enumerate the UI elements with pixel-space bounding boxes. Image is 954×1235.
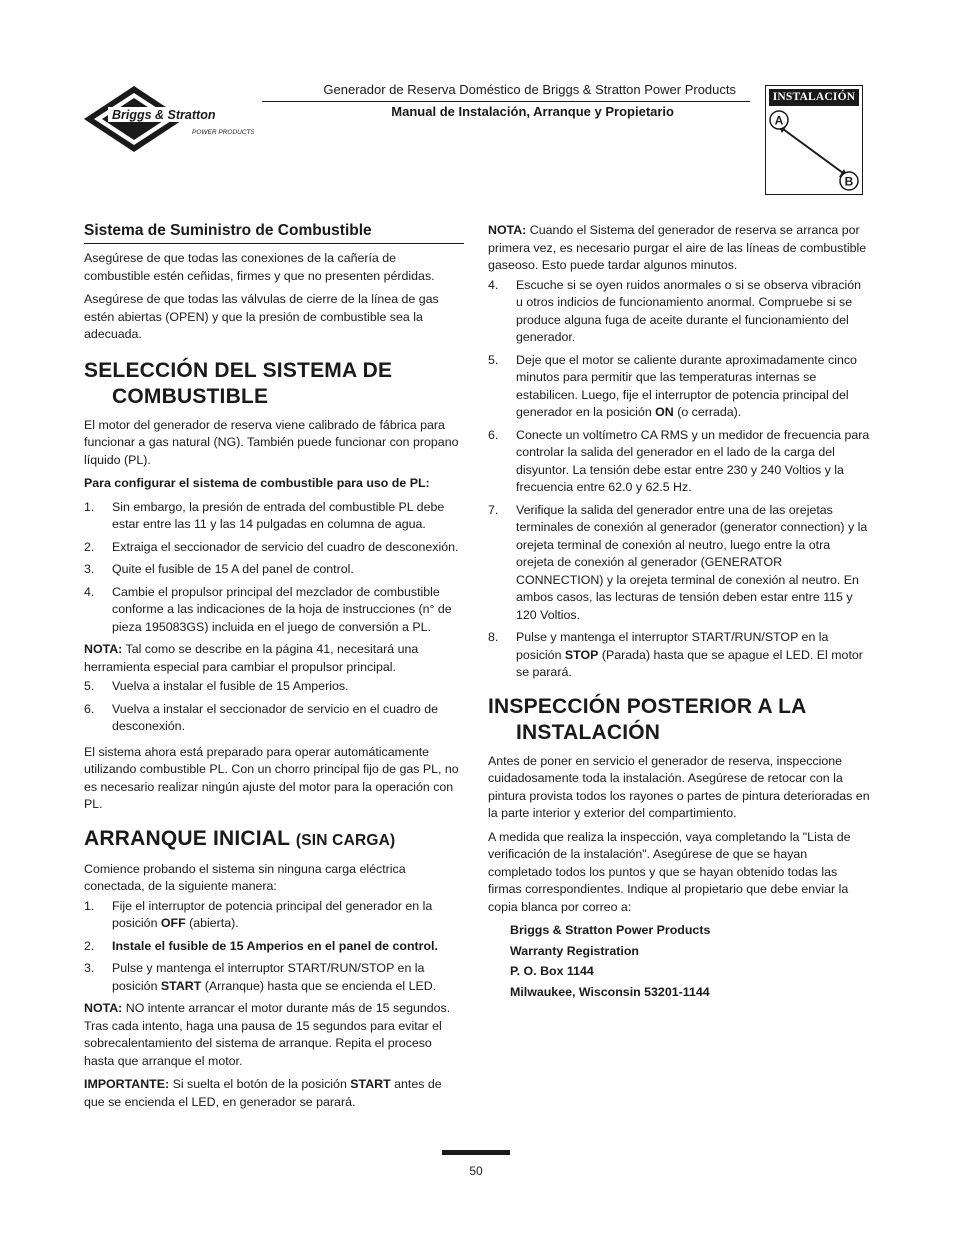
fuel-selection-intro: El motor del generador de reserva viene calibrado de fábrica para funcionar a gas natural (NG). También puede funcionar con propano líquido (PL). [84,417,459,467]
list-item: 3. Quite el fusible de 15 A del panel de control. [84,562,354,576]
lp-steps-list [84,499,464,637]
list-item: 3. Pulse y mantenga el interruptor START/RUN/STOP en la posición START (Arranque) hasta que se encienda el LED. [84,961,437,993]
fuel-selection-closing: El sistema ahora está preparado para operar automáticamente utilizando combustible PL. Con un chorro principal fijo de gas PL, no es necesario realizar ningún ajuste del motor para la operación con PL. [84,744,459,811]
left-column [84,222,464,1117]
header-subtitle: Manual de Instalación, Arranque y Propietario [391,103,674,119]
mailing-address [488,922,870,1001]
list-item: 1. Sin embargo, la presión de entrada del combustible PL debe estar entre las 11 y las 14 pulgadas en columna de agua. [84,499,445,531]
startup-steps-list-continued [488,277,870,682]
list-item: 4. Cambie el propulsor principal del mezclador de combustible conforme a las indicaciones de la hoja de instrucciones (n° de pieza 195083GS) incluida en el juego de conversión a PL. [84,584,452,634]
logo-sub-text: POWER PRODUCTS [192,129,254,136]
list-item: 5. Vuelva a instalar el fusible de 15 Amperios. [84,679,349,693]
fuel-selection-heading: SELECCIÓN DEL SISTEMA DE COMBUSTIBLE [84,358,393,408]
inspection-paragraph-2: A medida que realiza la inspección, vaya completando la "Lista de verificación de la instalación". Asegúrese de que se hayan completado todos los puntos y que se hayan obtenido todas las firmas correspondientes. Indique al propietario que debe enviar la copia blanca por correo a: [488,829,851,914]
propeller-note: NOTA: Tal como se describe en la página 41, necesitará una herramienta especial para cambiar el propulsor principal. [84,642,419,674]
fuel-supply-heading: Sistema de Suministro de Combustible [84,222,464,244]
installation-badge-title: INSTALACIÓN [769,89,859,106]
list-item: 5. Deje que el motor se caliente durante aproximadamente cinco minutos para permitir que las temperaturas internas se estabilicen. Luego, fije el interruptor de potencia principal del generador en la posición ON (o cerrada). [488,352,857,419]
inspection-paragraph-1: Antes de poner en servicio el generador de reserva, inspeccione cuidadosamente toda la instalación. Asegúrese de retocar con la pintura provista todos los rayones o partes de pintura deterioradas en la parte interior y exterior del compartimiento. [488,753,870,820]
badge-label-b: B [844,174,854,189]
startup-important: IMPORTANTE: Si suelta el botón de la posición START antes de que se encienda el LED, en generador se parará. [84,1077,442,1109]
lp-config-title: Para configurar el sistema de combustible para uso de PL: [84,476,430,490]
badge-label-a: A [774,113,784,128]
address-line: Warranty Registration [510,943,639,958]
a-to-b-arrow-icon [769,109,859,191]
list-item: 1. Fije el interruptor de potencia principal del generador en la posición OFF (abierta). [84,898,433,930]
fuel-supply-paragraph-1: Asegúrese de que todas las conexiones de la cañería de combustible estén ceñidas, firmes y que no presenten pérdidas. [84,251,435,283]
inspection-heading: INSPECCIÓN POSTERIOR A LA INSTALACIÓN [488,694,806,744]
address-line: Briggs & Stratton Power Products [510,923,711,937]
purge-note: NOTA: Cuando el Sistema del generador de reserva se arranca por primera vez, es necesario purgar el aire de las líneas de combustible gaseoso. Esto puede tardar algunos minutos. [488,223,867,272]
list-item: 7. Verifique la salida del generador entre una de las orejetas terminales de conexión al generador (generator connection) y la orejeta terminal de conexión al neutro, luego entre la otra orejeta de conexión al generador (GENERATOR CONNECTION) y la orejeta terminal de conexión al neutro. En ambos casos, las lecturas de tensión deben estar entre 115 y 120 Voltios. [488,502,868,622]
list-item: 6. Vuelva a instalar el seccionador de servicio en el cuadro de desconexión. [84,701,439,733]
list-item: 6. Conecte un voltímetro CA RMS y un medidor de frecuencia para controlar la salida del generador en el lado de la carga del disyuntor. La tensión debe estar entre 230 y 240 Voltios y la frecuencia entre 62.0 y 62.5 Hz. [488,427,870,494]
list-item: 4. Escuche si se oyen ruidos anormales o si se observa vibración u otros indicios de funcionamiento anormal. Compruebe si se produce alguna fuga de aceite durante el funcionamiento del generador. [488,277,862,344]
fuel-supply-paragraph-2: Asegúrese de que todas las válvulas de cierre de la línea de gas estén abiertas (OPEN) y que la presión de combustible sea la adecuada. [84,292,439,341]
page-number: 50 [469,1164,483,1178]
list-item: 2. Extraiga el seccionador de servicio del cuadro de desconexión. [84,539,459,554]
startup-heading: ARRANQUE INICIAL (SIN CARGA) [84,826,396,850]
page-header [262,81,750,120]
startup-note: NOTA: NO intente arrancar el motor durante más de 15 segundos. Tras cada intento, haga una pausa de 15 segundos para evitar el sobrecalentamiento del sistema de arranque. Repita el proceso hasta que arranque el motor. [84,1001,451,1068]
address-line: Milwaukee, Wisconsin 53201-1144 [510,984,710,999]
footer-divider [442,1154,510,1155]
logo-brand-text: Briggs & Stratton [112,108,216,122]
header-title: Generador de Reserva Doméstico de Briggs & Stratton Power Products [323,82,736,97]
startup-steps-list [84,898,464,996]
lp-steps-list-continued [84,678,464,736]
list-item: 8. Pulse y mantenga el interruptor START/RUN/STOP en la posición STOP (Parada) hasta que se apague el LED. El motor se parará. [488,630,863,679]
right-column [488,222,870,1004]
briggs-stratton-logo [82,84,254,154]
address-line: P. O. Box 1144 [510,964,594,978]
list-item: 2. Instale el fusible de 15 Amperios en el panel de control. [84,938,438,953]
installation-badge [765,85,863,195]
startup-intro: Comience probando el sistema sin ninguna carga eléctrica conectada, de la siguiente manera: [84,861,406,893]
